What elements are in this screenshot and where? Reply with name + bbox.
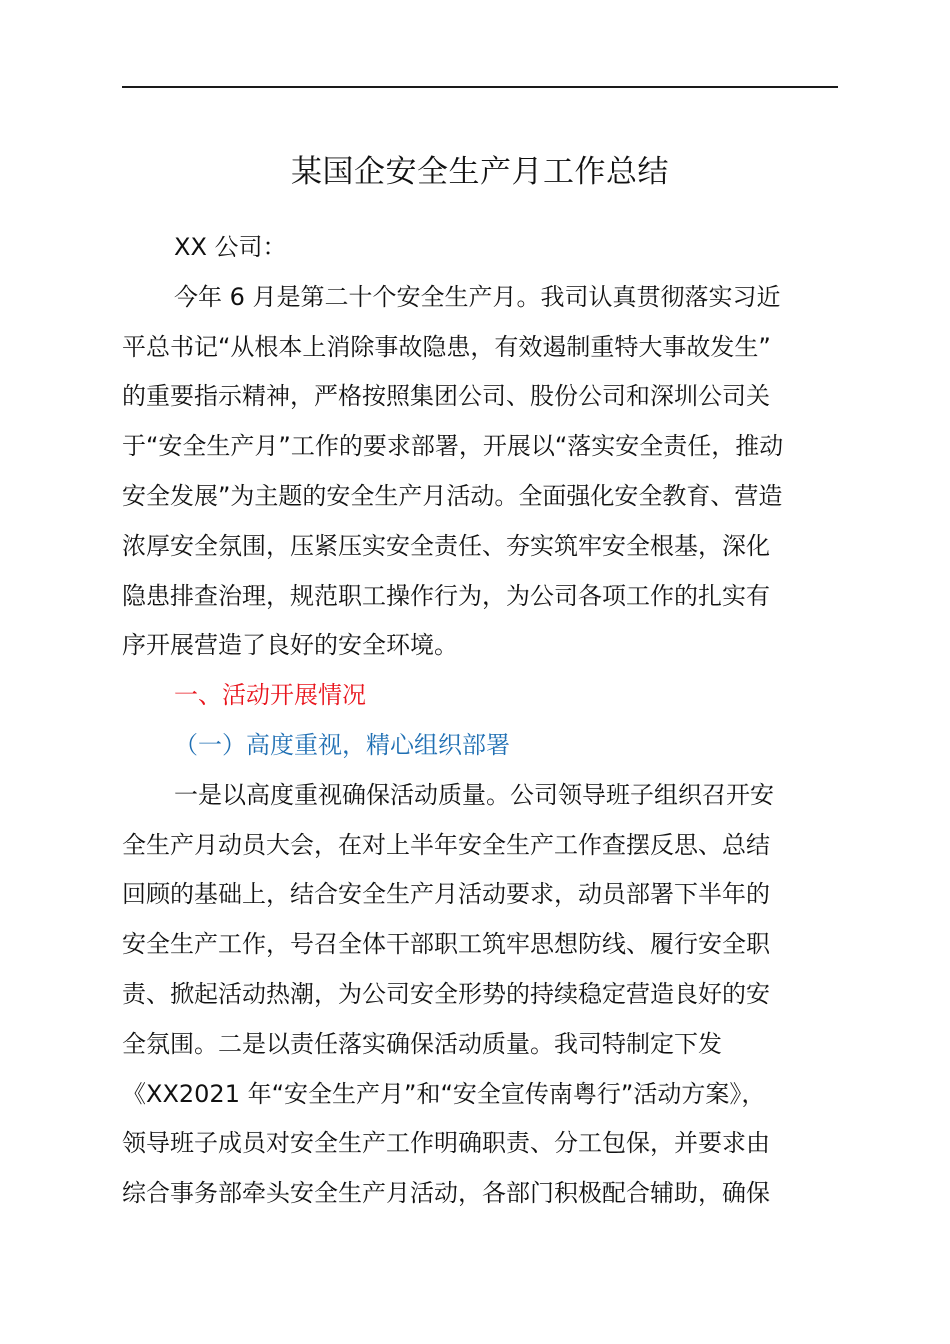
document-body: [122, 223, 838, 1219]
text-line: 浓厚安全氛围，压紧压实安全责任、夯实筑牢安全根基，深化: [122, 531, 770, 560]
salutation: XX 公司：: [174, 233, 287, 261]
subsection-heading: [122, 721, 838, 771]
text-line: 安全生产工作，号召全体干部职工筑牢思想防线、履行安全职: [122, 930, 770, 959]
section-heading: [122, 671, 838, 721]
text-line: 的重要指示精神，严格按照集团公司、股份公司和深圳公司关: [122, 382, 770, 411]
text-line: 序开展营造了良好的安全环境。: [122, 631, 458, 660]
text-line: 全生产月动员大会，在对上半年安全生产工作查摆反思、总结: [122, 830, 770, 859]
text-line: 责、掀起活动热潮，为公司安全形势的持续稳定营造良好的安: [122, 979, 770, 1008]
heading-text: 一、活动开展情况: [174, 681, 366, 710]
text-line: 一是以高度重视确保活动质量。公司领导班子组织召开安: [174, 780, 774, 809]
document-title: 某国企安全生产月工作总结: [291, 154, 669, 190]
text-line: 于“安全生产月”工作的要求部署，开展以“落实安全责任，推动: [122, 432, 784, 461]
heading-text: （一）高度重视，精心组织部署: [174, 730, 510, 759]
paragraph-organization: [122, 771, 838, 1219]
text-line: 回顾的基础上，结合安全生产月活动要求，动员部署下半年的: [122, 880, 770, 909]
text-line: 平总书记“从根本上消除事故隐患，有效遏制重特大事故发生”: [122, 332, 771, 361]
paragraph-intro: [122, 273, 838, 671]
text-line: 《XX2021 年“安全生产月”和“安全宣传南粤行”活动方案》，: [122, 1079, 766, 1108]
text-line: 安全发展”为主题的安全生产月活动。全面强化安全教育、营造: [122, 481, 783, 510]
text-line: 领导班子成员对安全生产工作明确职责、分工包保，并要求由: [122, 1129, 770, 1158]
text-line: 综合事务部牵头安全生产月活动，各部门积极配合辅助，确保: [122, 1179, 770, 1208]
text-line: 全氛围。二是以责任落实确保活动质量。我司特制定下发: [122, 1029, 722, 1058]
text-line: 今年 6 月是第二十个安全生产月。我司认真贯彻落实习近: [174, 282, 781, 311]
text-line: 隐患排查治理，规范职工操作行为，为公司各项工作的扎实有: [122, 581, 770, 610]
header-rule: [122, 86, 838, 88]
